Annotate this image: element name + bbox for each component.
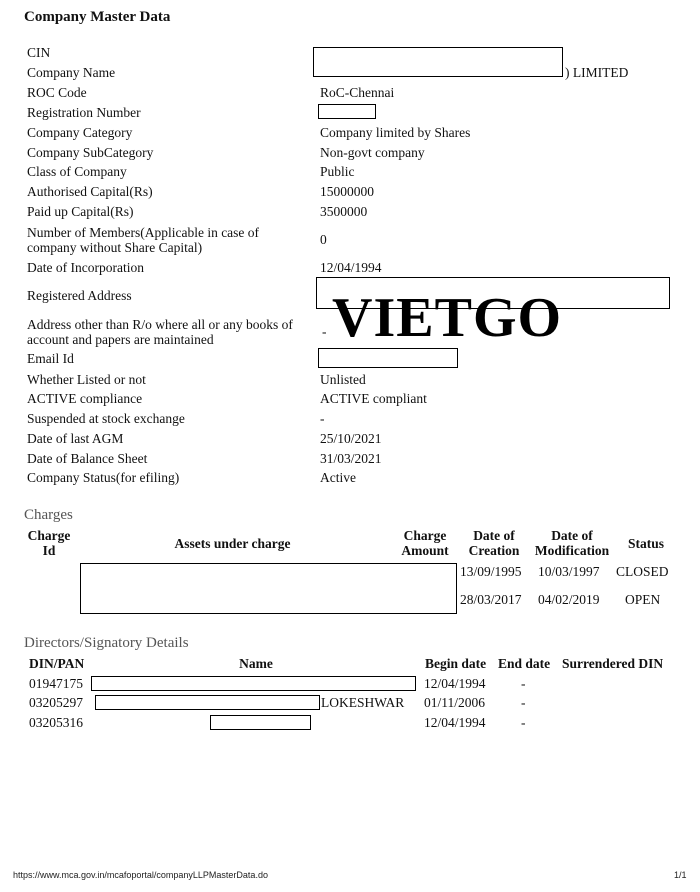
page-title: Company Master Data <box>24 9 171 25</box>
label-company-subcategory: Company SubCategory <box>27 145 154 160</box>
label-other-address: Address other than R/o where all or any books of <box>27 317 293 332</box>
redacted-director-2-name <box>95 695 320 710</box>
redacted-email-id <box>318 348 458 368</box>
label-class-of-company: Class of Company <box>27 164 127 179</box>
directors-heading: Directors/Signatory Details <box>24 635 189 651</box>
charge-row-1-creation: 13/09/1995 <box>460 564 522 579</box>
charge-row-2-modification: 04/02/2019 <box>538 592 600 607</box>
director-row-1-end: - <box>521 676 526 691</box>
label-roc-code: ROC Code <box>27 85 87 100</box>
director-row-2-din: 03205297 <box>29 695 83 710</box>
director-row-3-begin: 12/04/1994 <box>424 715 486 730</box>
charges-header-charge-id: Charge Id <box>27 528 71 558</box>
directors-header-end: End date <box>498 656 551 671</box>
redacted-cin-company-name <box>313 47 563 77</box>
director-row-2-name: LOKESHWAR <box>321 695 405 710</box>
value-paid-up-capital: 3500000 <box>320 204 368 219</box>
footer-page-number: 1/1 <box>674 870 687 880</box>
label-date-of-incorporation: Date of Incorporation <box>27 260 144 275</box>
charges-header-creation: Date of Creation <box>468 528 520 558</box>
value-company-category: Company limited by Shares <box>320 125 471 140</box>
directors-header-begin: Begin date <box>425 656 487 671</box>
label-last-agm: Date of last AGM <box>27 431 124 446</box>
label-email-id: Email Id <box>27 351 74 366</box>
label-company-name: Company Name <box>27 65 116 80</box>
directors-header-surrendered: Surrendered DIN <box>562 656 664 671</box>
redacted-registration-number <box>318 104 376 119</box>
vietgo-watermark: VIETGO <box>332 287 563 349</box>
charges-header-modification: Date of Modification <box>534 528 610 558</box>
charges-header-amount: Charge Amount <box>401 528 449 558</box>
director-row-1-din: 01947175 <box>29 676 83 691</box>
label-balance-sheet: Date of Balance Sheet <box>27 451 148 466</box>
value-last-agm: 25/10/2021 <box>320 431 382 446</box>
value-company-subcategory: Non-govt company <box>320 145 425 160</box>
label-registration-number: Registration Number <box>27 105 141 120</box>
charge-row-2-creation: 28/03/2017 <box>460 592 522 607</box>
charge-row-1-modification: 10/03/1997 <box>538 564 600 579</box>
redacted-director-3-name <box>210 715 311 730</box>
director-row-2-end: - <box>521 695 526 710</box>
footer-url: https://www.mca.gov.in/mcafoportal/companyLLPMasterData.do <box>13 870 268 880</box>
director-row-3-end: - <box>521 715 526 730</box>
label-suspended: Suspended at stock exchange <box>27 411 185 426</box>
label-other-address-2: account and papers are maintained <box>27 332 214 347</box>
label-whether-listed: Whether Listed or not <box>27 372 146 387</box>
redacted-charges-assets <box>80 563 457 614</box>
value-date-of-incorporation: 12/04/1994 <box>320 260 382 275</box>
value-roc-code: RoC-Chennai <box>320 85 395 100</box>
label-paid-up-capital: Paid up Capital(Rs) <box>27 204 134 219</box>
value-authorised-capital: 15000000 <box>320 184 374 199</box>
label-company-status: Company Status(for efiling) <box>27 470 180 485</box>
label-authorised-capital: Authorised Capital(Rs) <box>27 184 153 199</box>
charges-header-status: Status <box>627 536 664 551</box>
value-suspended: - <box>320 411 325 426</box>
label-company-category: Company Category <box>27 125 133 140</box>
label-cin: CIN <box>27 45 51 60</box>
value-whether-listed: Unlisted <box>320 372 366 387</box>
value-number-of-members: 0 <box>320 232 327 247</box>
director-row-2-begin: 01/11/2006 <box>424 695 486 710</box>
value-other-address: - <box>322 324 327 339</box>
charges-heading: Charges <box>24 507 73 523</box>
value-active-compliance: ACTIVE compliant <box>320 391 427 406</box>
value-company-status: Active <box>320 470 356 485</box>
value-company-name: ) LIMITED <box>565 65 629 80</box>
label-number-of-members-2: company without Share Capital) <box>27 240 203 255</box>
directors-header-name: Name <box>239 656 273 671</box>
label-registered-address: Registered Address <box>27 288 132 303</box>
value-class-of-company: Public <box>320 164 355 179</box>
label-number-of-members: Number of Members(Applicable in case of <box>27 225 260 240</box>
value-balance-sheet: 31/03/2021 <box>320 451 382 466</box>
director-row-1-begin: 12/04/1994 <box>424 676 486 691</box>
charge-row-1-status: CLOSED <box>616 564 669 579</box>
directors-header-din: DIN/PAN <box>29 656 85 671</box>
redacted-director-1-name <box>91 676 416 691</box>
director-row-3-din: 03205316 <box>29 715 83 730</box>
label-active-compliance: ACTIVE compliance <box>27 391 143 406</box>
charges-header-assets: Assets under charge <box>174 536 291 551</box>
charge-row-2-status: OPEN <box>625 592 661 607</box>
